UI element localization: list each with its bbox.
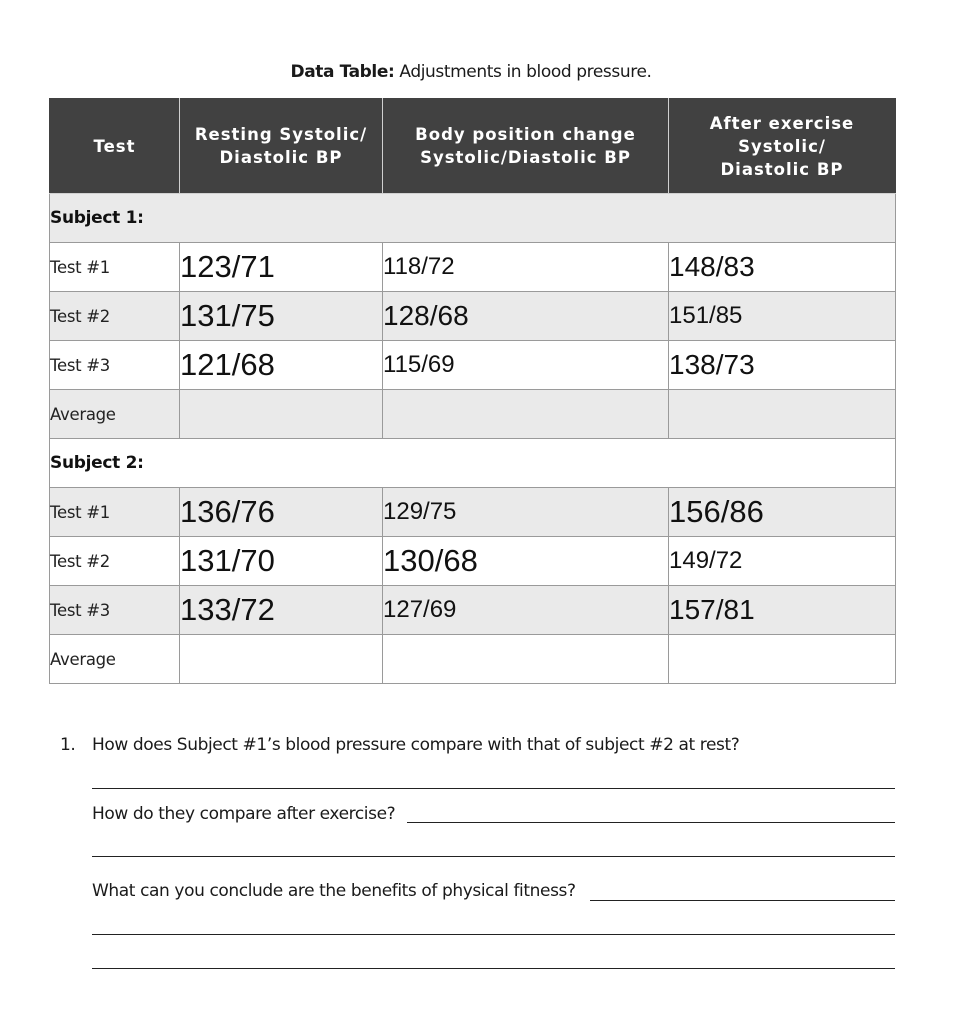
answer-line[interactable]	[92, 968, 895, 969]
after-exercise-bp: 148/83	[669, 243, 896, 292]
header-after-line-1: After exercise	[709, 113, 855, 133]
after-exercise-bp: 149/72	[669, 537, 896, 586]
question-number: 1.	[60, 735, 76, 755]
caption-label: Data Table:	[290, 62, 395, 82]
body-position-bp: 128/68	[383, 292, 669, 341]
question-3-text: What can you conclude are the benefits of physical fitness?	[92, 881, 576, 901]
subject-2-label: Subject 2:	[50, 439, 896, 488]
after-exercise-bp: 157/81	[669, 586, 896, 635]
average-label: Average	[50, 635, 180, 684]
body-position-bp: 118/72	[383, 243, 669, 292]
body-position-bp: 130/68	[383, 537, 669, 586]
resting-bp: 131/70	[180, 537, 383, 586]
header-after-line-2: Systolic/	[738, 136, 826, 156]
header-test-line: Test	[93, 136, 136, 156]
header-resting-line-1: Resting Systolic/	[194, 125, 368, 144]
caption-text: Adjustments in blood pressure.	[394, 62, 652, 82]
after-exercise-bp: 156/86	[669, 488, 896, 537]
test-label: Test #1	[50, 488, 180, 537]
resting-bp: 123/71	[180, 243, 383, 292]
header-resting-line-2: Diastolic BP	[219, 148, 343, 167]
question-1-text: How does Subject #1’s blood pressure compare with that of subject #2 at rest?	[92, 735, 740, 755]
test-label: Test #2	[50, 292, 180, 341]
answer-line[interactable]	[92, 856, 895, 857]
test-label: Test #3	[50, 341, 180, 390]
header-after-line-3: Diastolic BP	[720, 159, 844, 179]
answer-line[interactable]	[590, 900, 895, 901]
body-position-bp: 115/69	[383, 341, 669, 390]
average-label: Average	[50, 390, 180, 439]
answer-line[interactable]	[407, 822, 895, 823]
after-exercise-bp: 138/73	[669, 341, 896, 390]
resting-bp: 136/76	[180, 488, 383, 537]
body-position-bp: 129/75	[383, 488, 669, 537]
resting-bp: 121/68	[180, 341, 383, 390]
test-label: Test #2	[50, 537, 180, 586]
after-exercise-bp: 151/85	[669, 292, 896, 341]
header-body-line-1: Body position change	[415, 125, 636, 144]
test-label: Test #1	[50, 243, 180, 292]
answer-line[interactable]	[92, 934, 895, 935]
resting-bp: 133/72	[180, 586, 383, 635]
test-label: Test #3	[50, 586, 180, 635]
resting-bp: 131/75	[180, 292, 383, 341]
header-body-line-2: Systolic/Diastolic BP	[420, 148, 631, 167]
body-position-bp: 127/69	[383, 586, 669, 635]
subject-1-label: Subject 1:	[50, 194, 896, 243]
question-2-text: How do they compare after exercise?	[92, 804, 396, 824]
answer-line[interactable]	[92, 788, 895, 789]
